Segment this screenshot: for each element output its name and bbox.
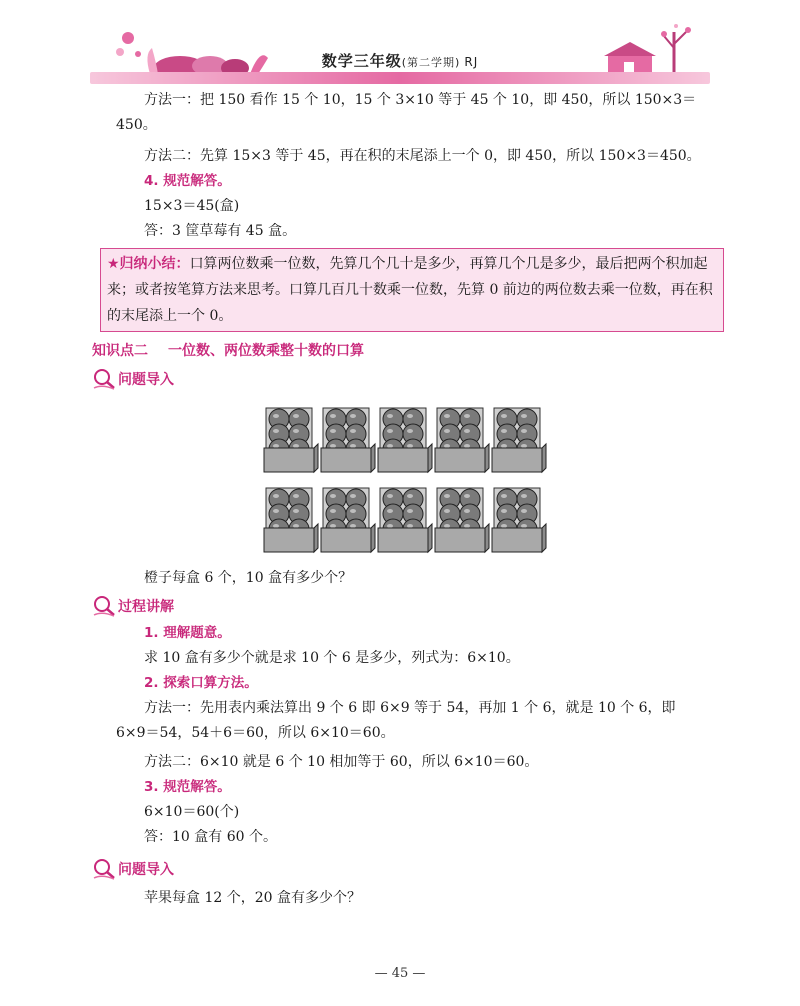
method-two-paragraph: 方法二：先算 15×3 等于 45，再在积的末尾添上一个 0，即 450，所以 150×3＝450。 (144, 148, 701, 164)
answer-one: 答：3 筐草莓有 45 盒。 (144, 223, 297, 239)
orange-box (264, 408, 318, 472)
question-oranges: 橙子每盒 6 个，10 盒有多少个？ (144, 570, 353, 586)
question-apples: 苹果每盒 12 个，20 盒有多少个？ (144, 890, 361, 906)
magnifier-icon (92, 368, 116, 390)
step3-heading: 3. 规范解答。 (144, 779, 231, 795)
section-label: 过程讲解 (118, 599, 174, 615)
knowledge-point-label: 知识点二 (92, 343, 148, 359)
header-title (90, 50, 710, 71)
orange-boxes-figure (262, 402, 562, 560)
step2-heading: 2. 探索口算方法。 (144, 675, 258, 691)
orange-box (321, 408, 375, 472)
section-problem-intro-2 (92, 854, 706, 884)
orange-box (378, 408, 432, 472)
knowledge-point-title: 一位数、两位数乘整十数的口算 (168, 343, 364, 359)
book-title: 数学三年级 (321, 52, 402, 70)
answer-two: 答：10 盒有 60 个。 (144, 829, 277, 845)
orange-boxes-illustration (262, 402, 562, 560)
step1-text: 求 10 盒有多少个就是求 10 个 6 是多少，列式为：6×10。 (144, 650, 520, 666)
summary-label: ★归纳小结： (107, 256, 190, 272)
orange-box (492, 408, 546, 472)
orange-box (435, 408, 489, 472)
section-label: 问题导入 (118, 862, 174, 878)
step2-method-one: 方法一：先用表内乘法算出 9 个 6 即 6×9 等于 54，再加 1 个 6，就是 10 个 6，即 6×9＝54，54＋6＝60，所以 6×10＝60。 (116, 700, 676, 741)
section-label: 问题导入 (118, 372, 174, 388)
orange-box (492, 488, 546, 552)
summary-box (100, 248, 724, 332)
method-one-paragraph: 方法一：把 150 看作 15 个 10，15 个 3×10 等于 45 个 10，即 450，所以 150×3＝450。 (116, 92, 697, 133)
step2-method-two: 方法二：6×10 就是 6 个 10 相加等于 60，所以 6×10＝60。 (144, 754, 539, 770)
header-band (90, 72, 710, 84)
orange-box (435, 488, 489, 552)
summary-text (107, 251, 717, 329)
book-term: (第二学期) (401, 56, 461, 69)
section-process-explanation (92, 591, 706, 621)
book-edition: RJ (464, 55, 479, 69)
equation-one: 15×3＝45(盒) (144, 198, 240, 214)
magnifier-icon (92, 858, 116, 880)
orange-box (321, 488, 375, 552)
section-problem-intro-1 (92, 364, 706, 394)
magnifier-icon (92, 595, 116, 617)
equation-two: 6×10＝60(个) (144, 804, 240, 820)
page-content (92, 88, 713, 911)
step1-heading: 1. 理解题意。 (144, 625, 231, 641)
step4-heading: 4. 规范解答。 (144, 173, 231, 189)
orange-box (264, 488, 318, 552)
knowledge-point-heading (92, 338, 706, 364)
page-number: — 45 — (374, 966, 426, 981)
page-header (90, 18, 710, 88)
summary-body: 口算两位数乘一位数，先算几个几十是多少，再算几个几是多少，最后把两个积加起来；或者按笔算方法来思考。口算几百几十数乘一位数，先算 0 前边的两位数去乘一位数，再在积的末尾添上一个 0。 (107, 256, 713, 324)
orange-box (378, 488, 432, 552)
